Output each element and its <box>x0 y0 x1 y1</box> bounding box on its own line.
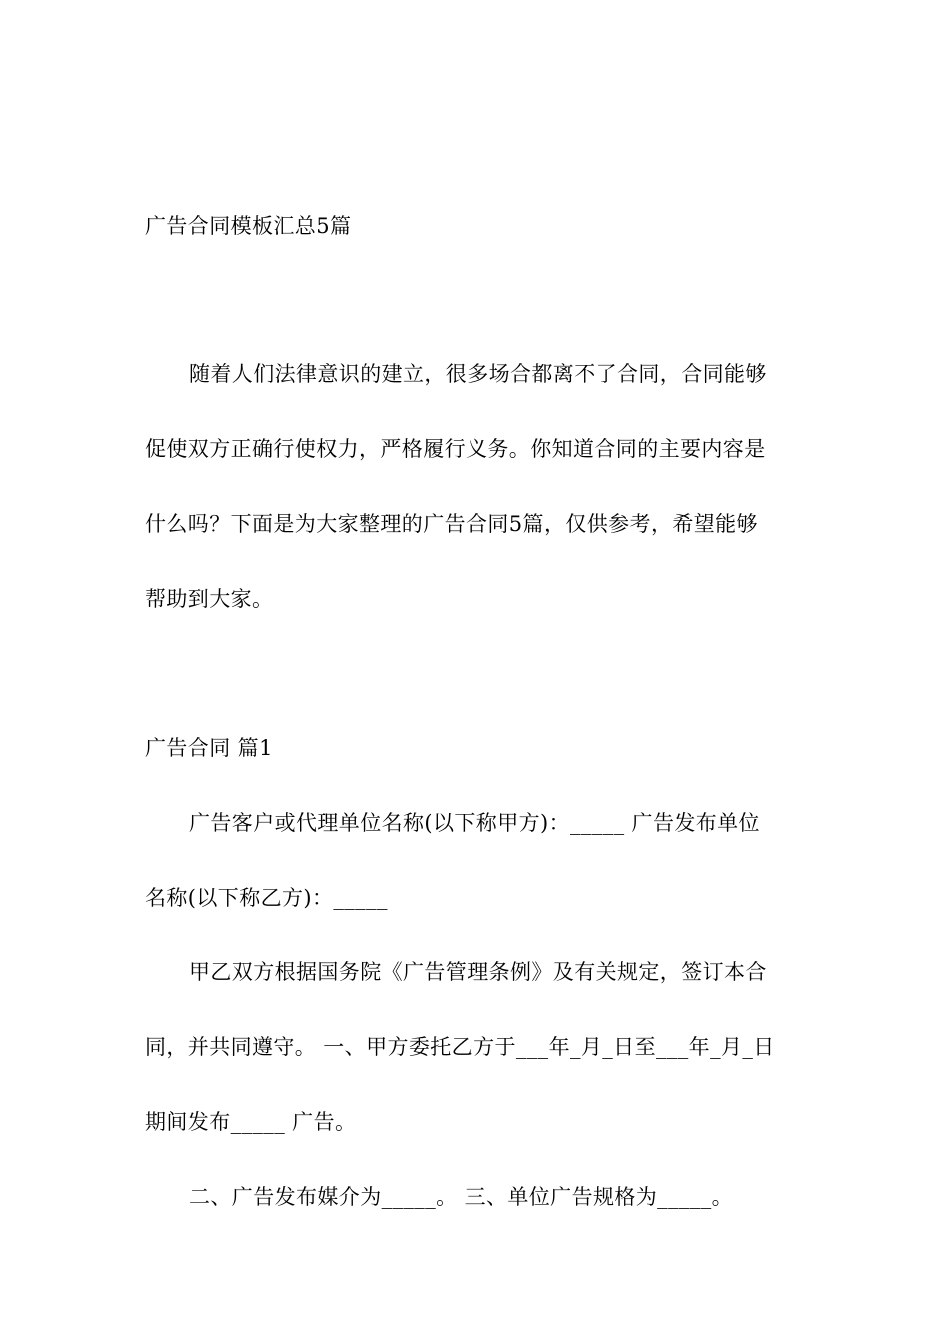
intro-line-4: 帮助到大家。 <box>145 587 274 611</box>
section-line-3: 甲乙双方根据国务院《广告管理条例》及有关规定，签订本合 <box>189 960 767 984</box>
intro-line-1: 随着人们法律意识的建立，很多场合都离不了合同，合同能够 <box>189 362 767 386</box>
intro-line-2: 促使双方正确行使权力，严格履行义务。你知道合同的主要内容是 <box>145 437 766 461</box>
intro-line-3: 什么吗？下面是为大家整理的广告合同5篇，仅供参考，希望能够 <box>145 512 758 536</box>
section-line-4: 同，并共同遵守。 一、甲方委托乙方于___年_月_日至___年_月_日 <box>145 1035 775 1059</box>
section-line-1: 广告客户或代理单位名称(以下称甲方)：_____ 广告发布单位 <box>189 811 760 835</box>
document-title: 广告合同模板汇总5篇 <box>145 214 352 238</box>
section-line-2: 名称(以下称乙方)：_____ <box>145 886 388 910</box>
section-line-5: 期间发布_____ 广告。 <box>145 1110 357 1134</box>
section-heading: 广告合同 篇1 <box>145 736 273 760</box>
section-line-6: 二、广告发布媒介为_____。 三、单位广告规格为_____。 <box>189 1185 734 1209</box>
